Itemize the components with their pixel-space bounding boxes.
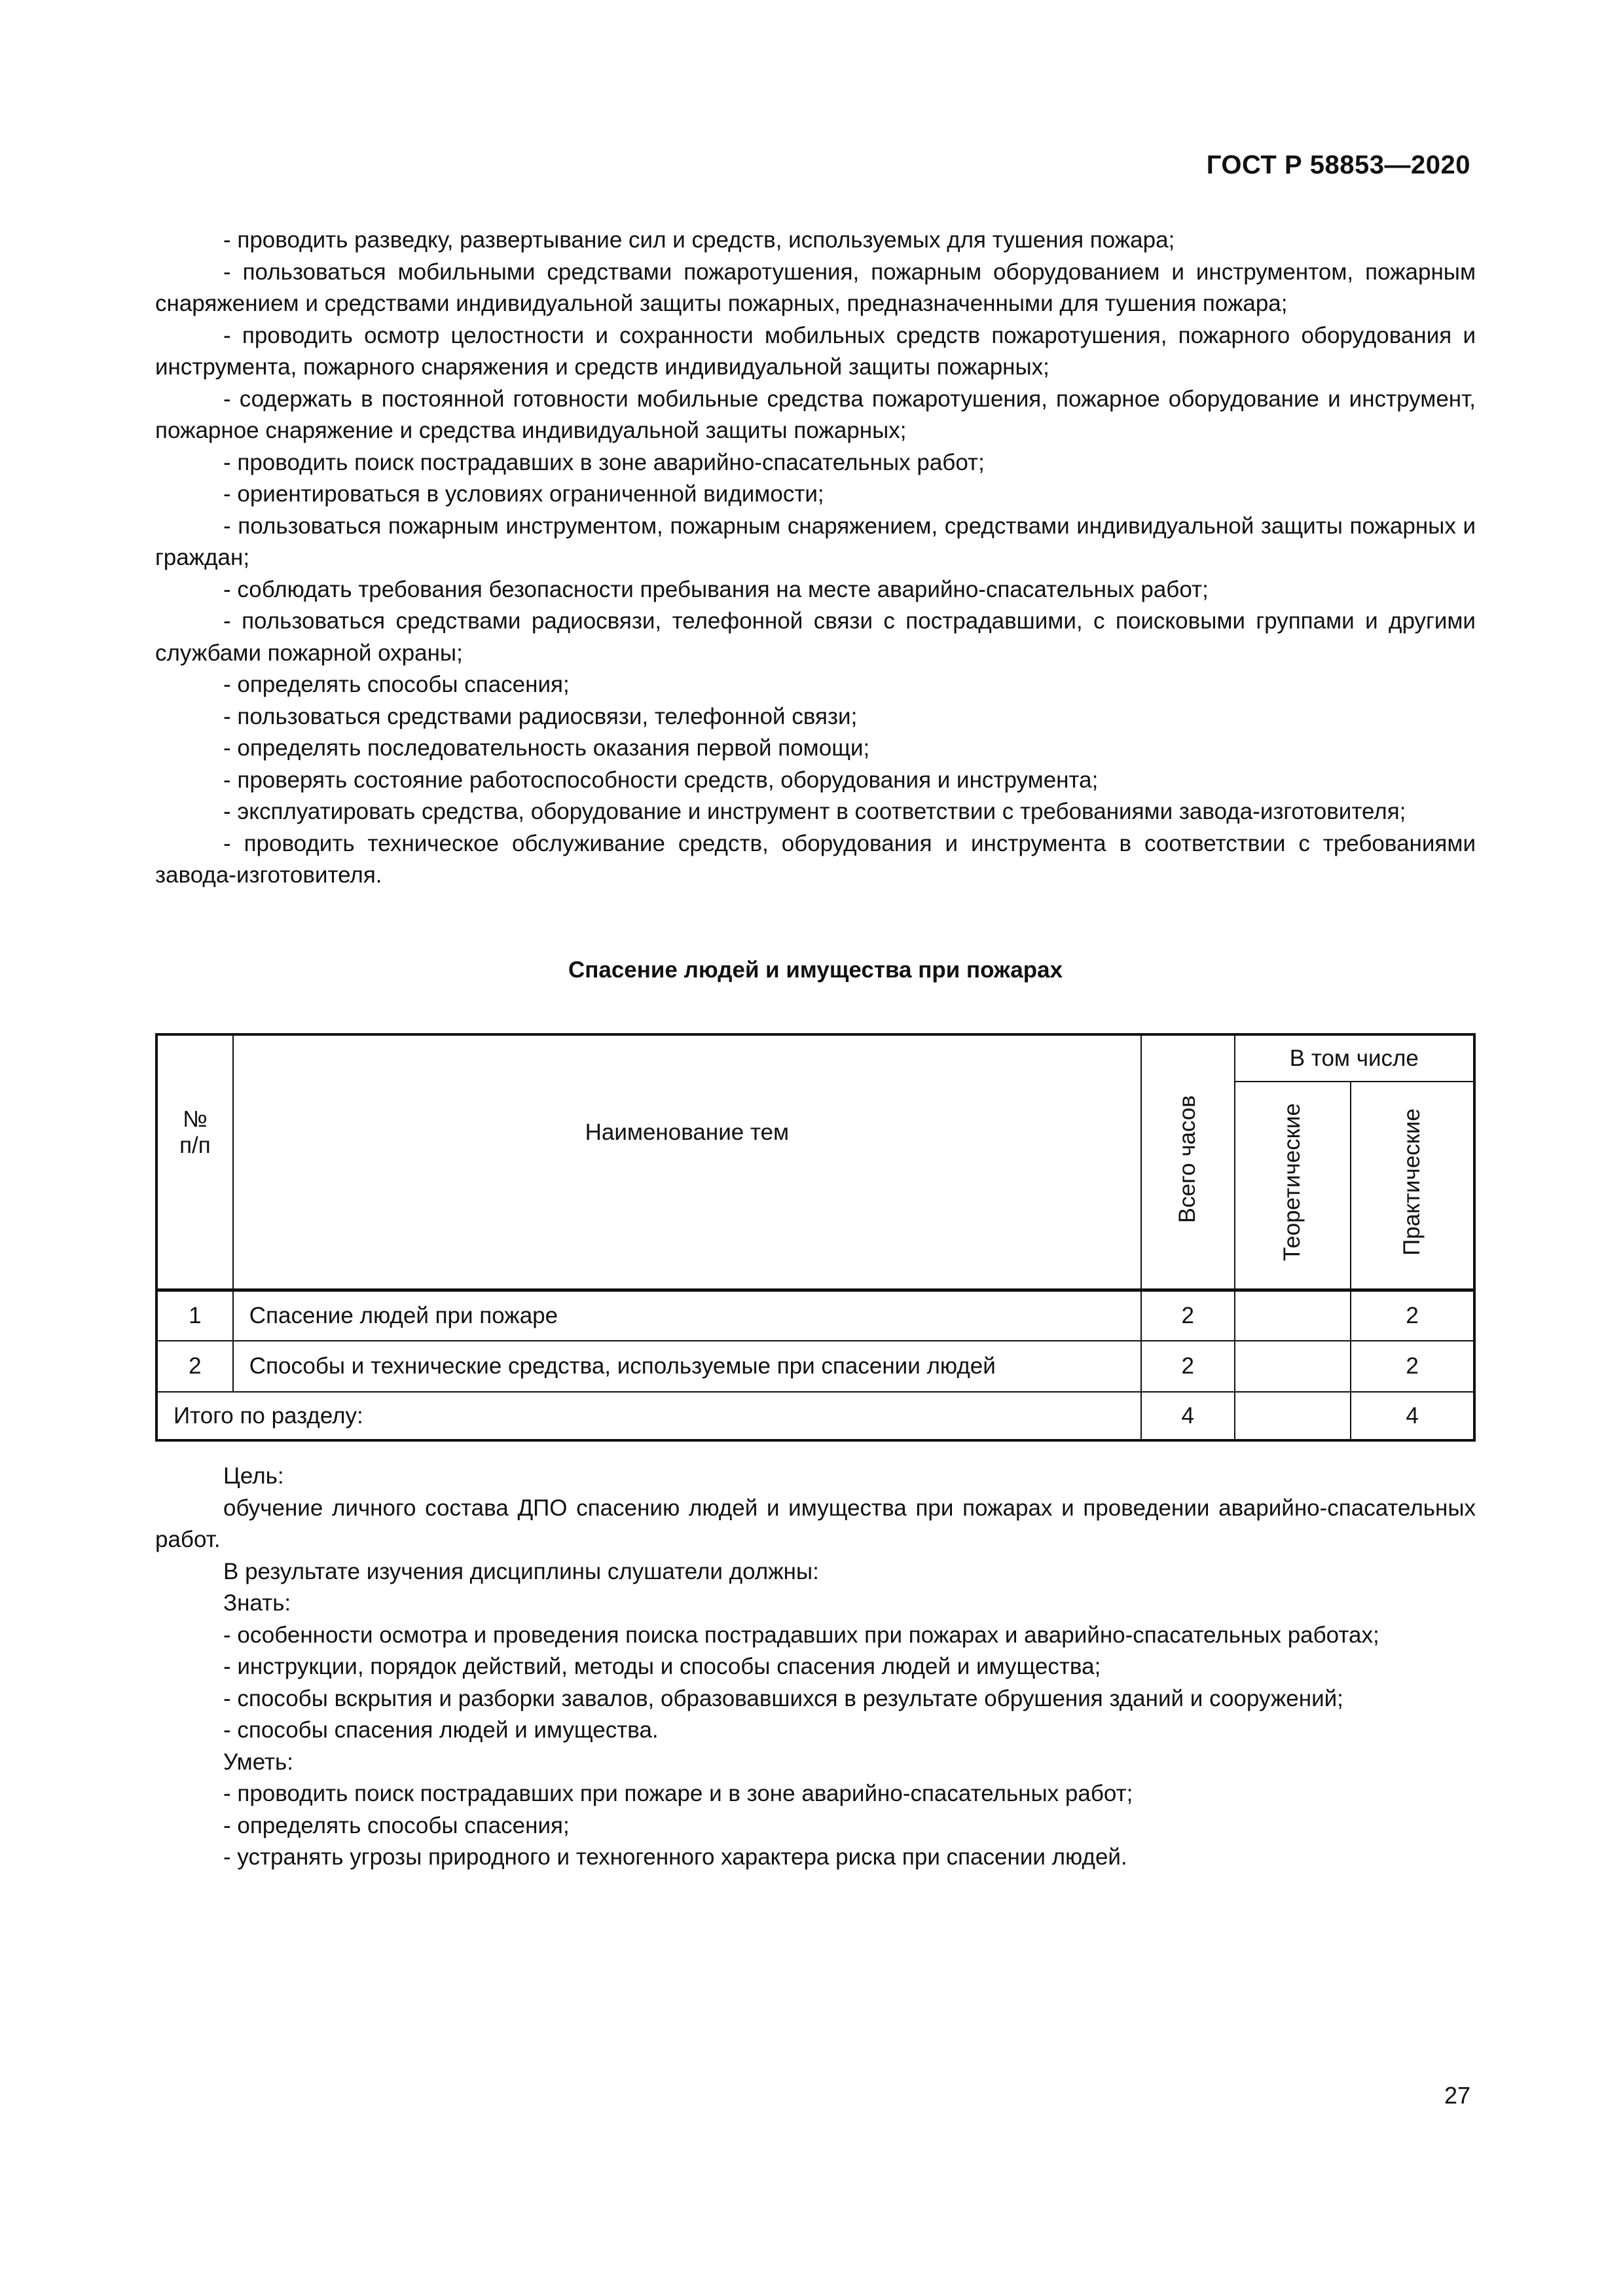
row-practice: 2 [1351,1341,1474,1392]
list-item: - определять способы спасения; [223,672,570,697]
header-including: В том числе [1235,1034,1474,1082]
list-item: - соблюдать требования безопасности пребывания на месте аварийно-спасательных работ; [223,576,1209,602]
summary-practice: 4 [1351,1392,1474,1440]
header-theory [1235,1082,1351,1290]
document-id: ГОСТ Р 58853—2020 [1206,151,1470,179]
list-item: - проводить разведку, развертывание сил и средств, используемых для тушения пожара; [223,227,1175,253]
skills-list [155,225,1476,892]
header-topic: Наименование тем [233,1034,1141,1290]
can-item: - проводить поиск пострадавших при пожаре и в зоне аварийно-спасательных работ; [223,1781,1133,1806]
can-label: Уметь: [223,1749,294,1775]
goal-section [155,1461,1476,1874]
list-item: - проверять состояние работоспособности средств, оборудования и инструмента; [223,767,1099,793]
header-practice-label: Практические [1399,1108,1425,1256]
table-row [156,1341,1474,1392]
list-item: - проводить поиск пострадавших в зоне аварийно-спасательных работ; [223,449,985,475]
row-number: 1 [156,1290,233,1341]
table-row [156,1290,1474,1341]
list-item: - содержать в постоянной готовности мобильные средства пожаротушения, пожарное оборудование и инструмент, пожарное снаряжение и средства индивидуальной защиты пожарных; [155,386,1476,443]
row-practice: 2 [1351,1290,1474,1341]
list-item: - пользоваться средствами радиосвязи, телефонной связи; [223,703,858,729]
header-theory-label: Теоретические [1279,1103,1305,1262]
topics-table [155,1033,1476,1442]
know-item: - особенности осмотра и проведения поиска пострадавших при пожарах и аварийно-спасательных работах; [223,1622,1379,1648]
header-total [1141,1034,1235,1290]
goal-text: обучение личного состава ДПО спасению людей и имущества при пожарах и проведении аварийно-спасательных работ. [155,1495,1476,1552]
header-practice [1351,1082,1474,1290]
know-item: - инструкции, порядок действий, методы и способы спасения людей и имущества; [223,1654,1101,1679]
list-item: - пользоваться мобильными средствами пожаротушения, пожарным оборудованием и инструментом, пожарным снаряжением и средствами индивидуальной защиты пожарных, предназначенными для тушения пожара; [155,259,1476,316]
row-number: 2 [156,1341,233,1392]
result-intro: В результате изучения дисциплины слушатели должны: [223,1558,819,1584]
list-item: - эксплуатировать средства, оборудование и инструмент в соответствии с требованиями завода-изготовителя; [223,799,1406,824]
row-total: 2 [1141,1341,1235,1392]
header-total-label: Всего часов [1175,1095,1201,1223]
know-item: - способы спасения людей и имущества. [223,1717,659,1743]
row-theory [1235,1290,1351,1341]
can-item: - определять способы спасения; [223,1812,570,1838]
goal-label: Цель: [223,1463,284,1489]
list-item: - проводить техническое обслуживание средств, оборудования и инструмента в соответствии с требованиями завода-изготовителя. [155,830,1476,888]
know-item: - способы вскрытия и разборки завалов, образовавшихся в результате обрушения зданий и сооружений; [223,1685,1343,1711]
list-item: - ориентироваться в условиях ограниченной видимости; [223,481,824,507]
summary-theory [1235,1392,1351,1440]
row-theory [1235,1341,1351,1392]
section-title: Спасение людей и имущества при пожарах [568,957,1063,983]
row-topic: Способы и технические средства, используемые при спасении людей [233,1341,1141,1392]
list-item: - пользоваться пожарным инструментом, пожарным снаряжением, средствами индивидуальной защиты пожарных и граждан; [155,513,1476,570]
row-total: 2 [1141,1290,1235,1341]
list-item: - проводить осмотр целостности и сохранности мобильных средств пожаротушения, пожарного оборудования и инструмента, пожарного снаряжения и средств индивидуальной защиты пожарных; [155,322,1476,380]
summary-total: 4 [1141,1392,1235,1440]
list-item: - определять последовательность оказания первой помощи; [223,735,870,761]
page-number: 27 [1444,2082,1470,2109]
header-number: № п/п [156,1034,233,1290]
can-item: - устранять угрозы природного и техногенного характера риска при спасении людей. [223,1844,1127,1870]
row-topic: Спасение людей при пожаре [233,1290,1141,1341]
list-item: - пользоваться средствами радиосвязи, телефонной связи с пострадавшими, с поисковыми группами и другими службами пожарной охраны; [155,608,1476,666]
know-label: Знать: [223,1590,291,1616]
summary-row [156,1392,1474,1440]
summary-label: Итого по разделу: [156,1392,1141,1440]
